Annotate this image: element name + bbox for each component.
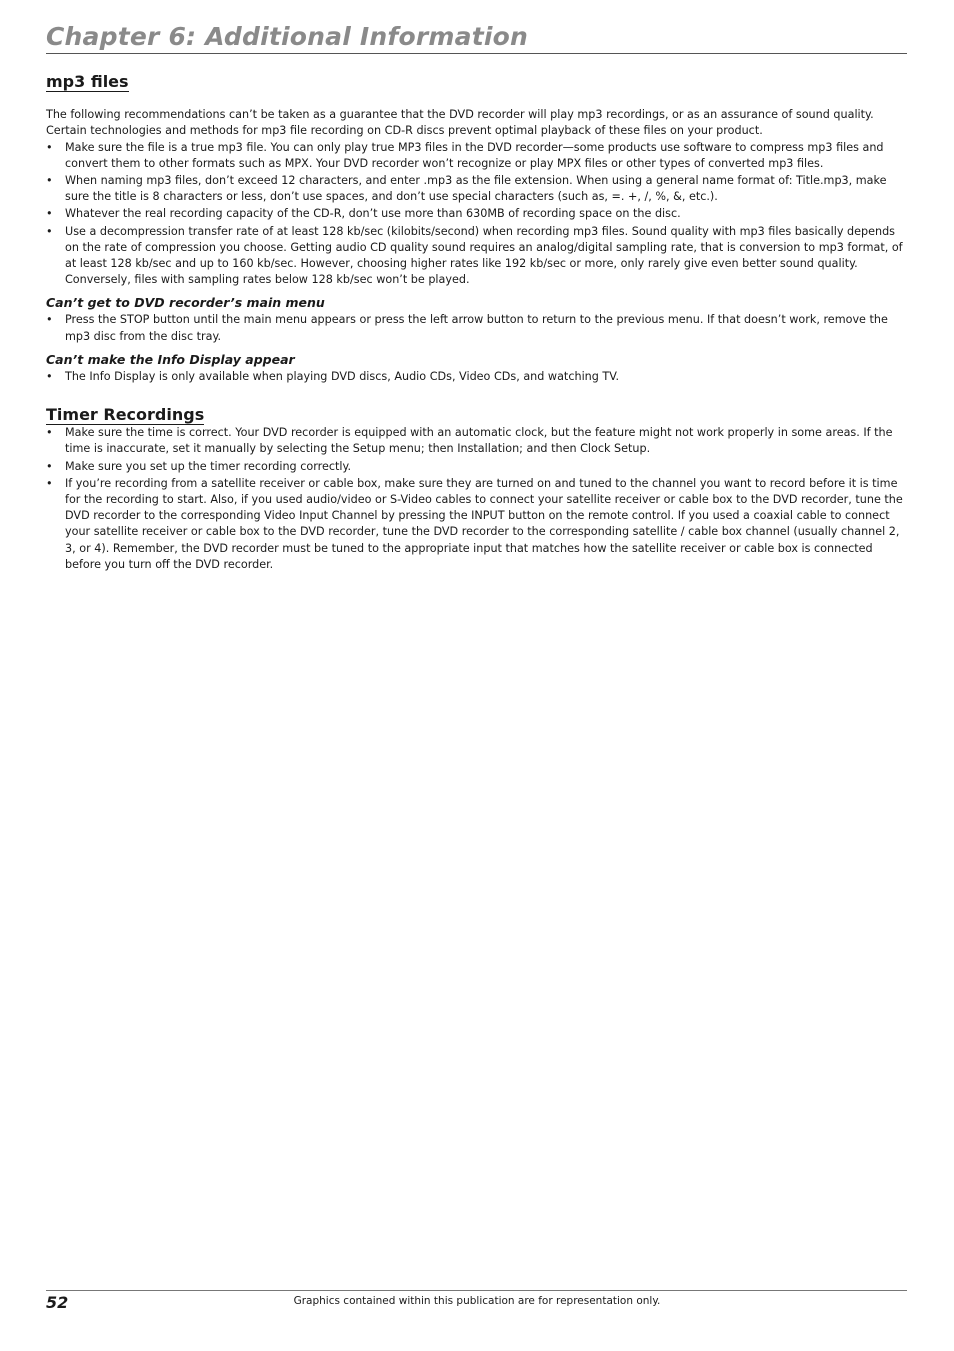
list-item: • Make sure the time is correct. Your DVD recorder is equipped with an automatic clock, but the feature might not work properly in some areas. If the time is inaccurate, set it manually by selecting the Setup menu; then Installation; and then Clock Setup. [46, 425, 909, 457]
list-item: • If you’re recording from a satellite receiver or cable box, make sure they are turned on and tuned to the channel you want to record before it is time for the recording to start. Also, if you used audio/video or S-Video cables to connect your satellite receiver or cable box to the DVD recorder, tune the DVD recorder to the corresponding Video Input Channel by pressing the INPUT button on the remote control. If you used a coaxial cable to connect your satellite receiver or cable box to the DVD recorder, tune the DVD recorder to the corresponding satellite / cable box channel (usually channel 2, 3, or 4). Remember, the DVD recorder must be tuned to the appropriate input that matches how the satellite receiver or cable box is connected before you turn off the DVD recorder. [46, 476, 909, 573]
info-display-subheading: Can’t make the Info Display appear [46, 351, 295, 367]
page-content [46, 72, 909, 574]
list-item: • Whatever the real recording capacity of the CD-R, don’t use more than 630MB of recording space on the disc. [46, 206, 909, 222]
list-item: • Press the STOP button until the main menu appears or press the left arrow button to return to the previous menu. If that doesn’t work, remove the mp3 disc from the disc tray. [46, 312, 909, 344]
list-item: • Use a decompression transfer rate of at least 128 kb/sec (kilobits/second) when recording mp3 files. Sound quality with mp3 files basically depends on the rate of compression you choose. Getting audio CD quality sound requires an analog/digital sampling rate, that is conversion to mp3 format, of at least 128 kb/sec and up to 160 kb/sec. However, choosing higher rates like 192 kb/sec or more, only rarely give even better sound quality. Conversely, files with sampling rates below 128 kb/sec won’t be played. [46, 224, 909, 289]
list-item: • Make sure you set up the timer recording correctly. [46, 459, 909, 475]
timer-recordings-section [46, 405, 909, 573]
footer-rule [46, 1290, 907, 1291]
mp3-files-heading: mp3 files [46, 72, 129, 91]
mp3-bullet-list [46, 140, 909, 289]
timer-bullet-list [46, 425, 909, 573]
list-item: • When naming mp3 files, don’t exceed 12 characters, and enter .mp3 as the file extension. When using a general name format of: Title.mp3, make sure the title is 8 characters or less, don’t use spaces, and don’t use special characters (such as, =. +, /, %, &, etc.). [46, 173, 909, 205]
main-menu-bullet-list [46, 312, 909, 344]
mp3-files-section [46, 72, 909, 385]
header-rule [46, 53, 907, 54]
mp3-intro-paragraph: The following recommendations can’t be taken as a guarantee that the DVD recorder will play mp3 recordings, or as an assurance of sound quality. Certain technologies and methods for mp3 file recording on CD-R discs prevent optimal playback of these files on your product. [46, 108, 874, 138]
footer-note: Graphics contained within this publication are for representation only. [293, 1295, 661, 1307]
list-item: • The Info Display is only available when playing DVD discs, Audio CDs, Video CDs, and watching TV. [46, 369, 909, 385]
list-item: • Make sure the file is a true mp3 file. You can only play true MP3 files in the DVD recorder—some products use software to compress mp3 files and convert them to other formats such as MPX. Your DVD recorder won’t recognize or play MPX files or other types of converted mp3 files. [46, 140, 909, 172]
timer-recordings-heading: Timer Recordings [46, 405, 205, 425]
chapter-title: Chapter 6: Additional Information [46, 22, 529, 51]
page-number: 52 [46, 1293, 69, 1312]
main-menu-subheading: Can’t get to DVD recorder’s main menu [46, 295, 325, 311]
info-display-bullet-list [46, 369, 909, 385]
